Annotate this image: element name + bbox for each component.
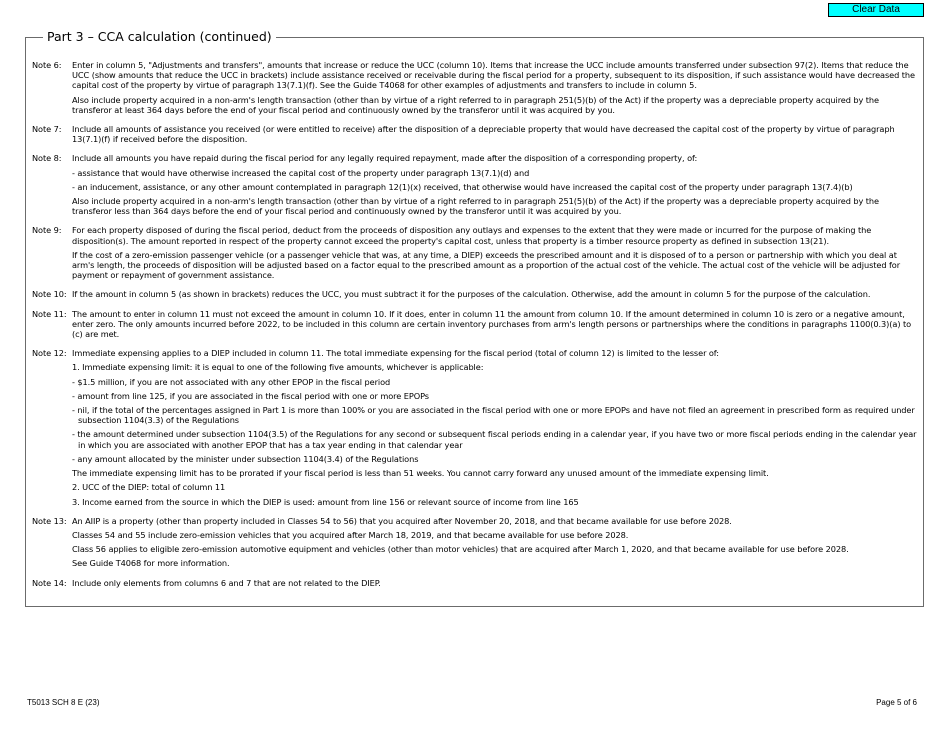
note-item (32, 225, 920, 284)
note-body (72, 516, 920, 573)
note-body (72, 153, 920, 220)
page-number: Page 5 of 6 (876, 698, 917, 707)
note-label: Note 8: (32, 153, 62, 164)
note-paragraph: If the amount in column 5 (as shown in brackets) reduces the UCC, you must subtract it for the purposes of the calculation. Otherwise, add the amount in column 5 for the purpose of the calculation. (72, 289, 871, 300)
note-paragraph: - assistance that would have otherwise increased the capital cost of the property under paragraph 13(7.1)(d) and (72, 167, 530, 178)
note-paragraph: - amount from line 125, if you are associated in the fiscal period with one or more EPOPs (72, 390, 429, 401)
note-paragraph: Enter in column 5, "Adjustments and transfers", amounts that increase or reduce the UCC (column 10). Items that increase the UCC include amounts transferred under subsection 97(2). Items that reduce the UCC (show amounts that reduce the UCC in brackets) include assistance received or receivable during the fiscal period for a property, subsequent to its disposition, if such assistance would have decreased the capital cost of the property by virtue of paragraph 13(7.1)(f). See the Guide T4068 for other examples of adjustments and transfers to include in column 5. (72, 60, 915, 91)
note-paragraph: The amount to enter in column 11 must not exceed the amount in column 10. If it does, enter in column 11 the amount from column 10. If the amount determined in column 10 is zero or a negative amount, enter zero. The only amounts incurred before 2022, to be included in this column are certain inventory purchases from arm's length persons or partnerships where the conditions in paragraphs 1100(0.3)(a) to (c) are met. (72, 308, 912, 340)
note-paragraph: Classes 54 and 55 include zero-emission vehicles that you acquired after March 18, 2019, and that became available for use before 2028. (72, 529, 629, 540)
note-body (72, 289, 920, 303)
note-paragraph: - any amount allocated by the minister under subsection 1104(3.4) of the Regulations (72, 453, 419, 464)
note-item (32, 516, 920, 573)
note-paragraph: - the amount determined under subsection 1104(3.5) of the Regulations for any second or subsequent fiscal periods ending in a calendar year, if you have two or more fiscal periods ending in the calendar year in which you are associated with another EPOP that has a tax year ending in that calendar year (72, 429, 917, 450)
section-title: Part 3 – CCA calculation (continued) (43, 29, 276, 45)
note-item (32, 124, 920, 148)
note-body (72, 348, 920, 510)
note-paragraph: Include only elements from columns 6 and 7 that are not related to the DIEP. (72, 577, 381, 588)
note-label: Note 12: (32, 348, 67, 359)
note-paragraph: See Guide T4068 for more information. (72, 558, 230, 569)
note-label: Note 13: (32, 515, 67, 526)
note-item (32, 153, 920, 220)
note-paragraph: For each property disposed of during the fiscal period, deduct from the proceeds of disposition any outlays and expenses to the extent that they were made or incurred for the purpose of making the disposition(s). The amount reported in respect of the property cannot exceed the property's capital cost, unless that property is a timber resource property as defined in subsection 13(21). (72, 225, 872, 246)
note-paragraph: If the cost of a zero-emission passenger vehicle (or a passenger vehicle that was, at any time, a DIEP) exceeds the prescribed amount and it is disposed of to a person or partnership with which you deal at arm's length, the proceeds of disposition will be adjusted based on a factor equal to the prescribed amount as a proportion of the actual cost of the vehicle. The actual cost of the vehicle will be adjusted for payment or repayment of government assistance. (72, 249, 901, 281)
note-label: Note 9: (32, 225, 62, 236)
clear-data-button[interactable]: Clear Data (828, 3, 924, 17)
note-paragraph: - an inducement, assistance, or any other amount contemplated in paragraph 12(1)(x) received, that otherwise would have increased the capital cost of the property under paragraph 13(7.4)(b) (72, 181, 853, 192)
note-paragraph: An AIIP is a property (other than property included in Classes 54 to 56) that you acquired after November 20, 2018, and that became available for use before 2028. (72, 515, 732, 526)
note-label: Note 6: (32, 60, 62, 70)
note-body (72, 225, 920, 284)
note-label: Note 14: (32, 577, 67, 588)
note-label: Note 11: (32, 308, 67, 319)
note-paragraph: - nil, if the total of the percentages assigned in Part 1 is more than 100% or you are associated in the fiscal period with one or more EPOPs and have not filed an agreement in prescribed form as required under subsection 1104(3.3) of the Regulations (72, 405, 915, 426)
note-paragraph: Include all amounts of assistance you received (or were entitled to receive) after the disposition of a depreciable property that would have decreased the capital cost of the property by virtue of paragraph 13(7.1)(f) if received before the disposition. (72, 124, 895, 145)
note-paragraph: Also include property acquired in a non-arm's length transaction (other than by virtue of a right referred to in paragraph 251(5)(b) of the Act) if the property was a depreciable property acquired by the transferor less than 364 days before the end of your fiscal period and continuously owned by the transferor until it was acquired by you. (72, 196, 879, 217)
note-body (72, 578, 920, 592)
note-item (32, 578, 920, 592)
notes-list (32, 60, 920, 597)
note-paragraph: 2. UCC of the DIEP: total of column 11 (72, 482, 226, 493)
note-paragraph: Class 56 applies to eligible zero-emission automotive equipment and vehicles (other than motor vehicles) that are acquired after March 1, 2020, and that became available for use before 2028. (72, 544, 849, 555)
note-body (72, 309, 920, 344)
note-paragraph: Also include property acquired in a non-arm's length transaction (other than by virtue of a right referred to in paragraph 251(5)(b) of the Act) if the property was a depreciable property acquired by the transferor at least 364 days before the end of your fiscal period and continuously owned by the transferor until it was acquired by you. (72, 94, 879, 115)
note-paragraph: 1. Immediate expensing limit: it is equal to one of the following five amounts, whichever is applicable: (72, 362, 484, 373)
note-body (72, 124, 920, 148)
note-paragraph: Immediate expensing applies to a DIEP included in column 11. The total immediate expensing for the fiscal period (total of column 12) is limited to the lesser of: (72, 348, 719, 359)
note-item (32, 60, 920, 119)
note-paragraph: The immediate expensing limit has to be prorated if your fiscal period is less than 51 weeks. You cannot carry forward any unused amount of the immediate expensing limit. (72, 468, 769, 479)
note-label: Note 7: (32, 124, 62, 135)
note-body (72, 60, 920, 119)
note-item (32, 348, 920, 510)
note-item (32, 309, 920, 344)
note-item (32, 289, 920, 303)
note-paragraph: 3. Income earned from the source in which the DIEP is used: amount from line 156 or relevant source of income from line 165 (72, 496, 579, 507)
note-paragraph: Include all amounts you have repaid during the fiscal period for any legally required repayment, made after the disposition of a corresponding property, of: (72, 153, 698, 164)
note-label: Note 10: (32, 289, 67, 300)
note-paragraph: - $1.5 million, if you are not associated with any other EPOP in the fiscal period (72, 376, 391, 387)
form-identifier: T5013 SCH 8 E (23) (27, 698, 100, 707)
